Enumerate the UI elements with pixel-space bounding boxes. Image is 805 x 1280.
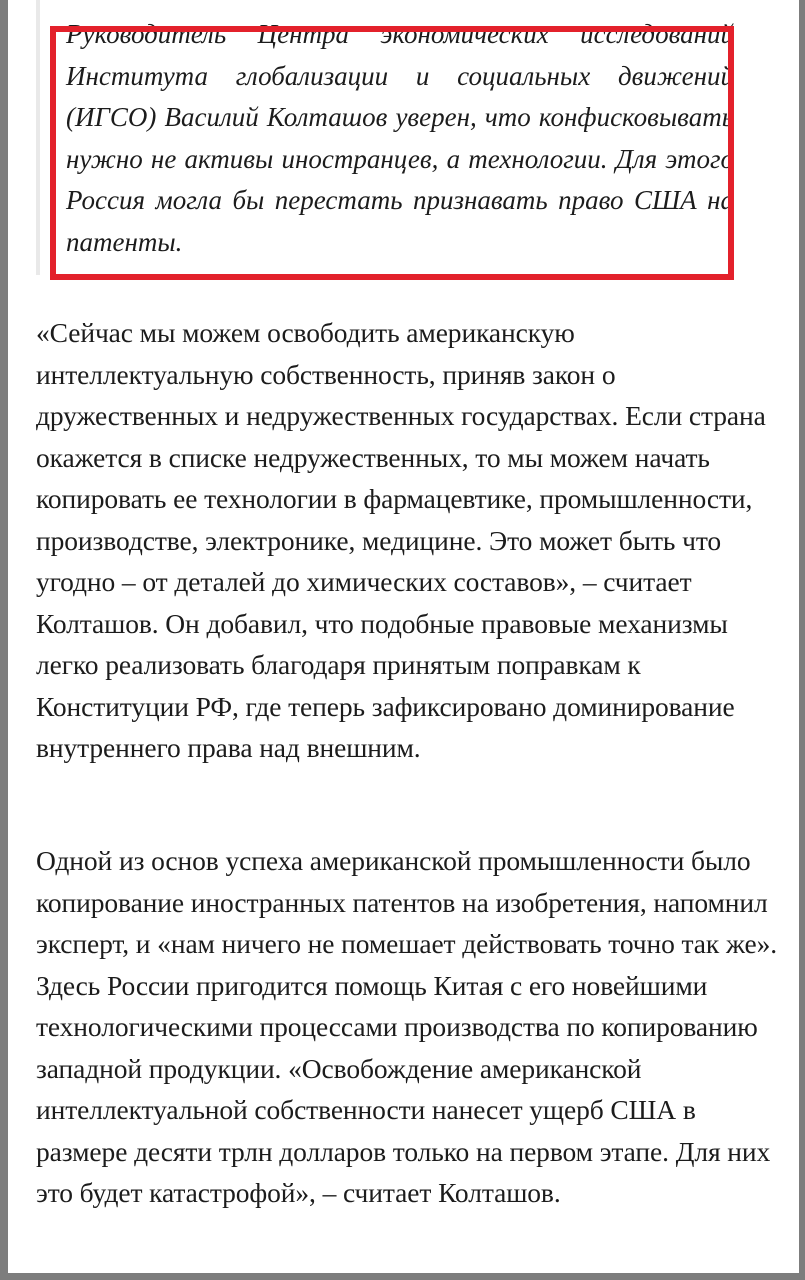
article-paragraph-2: Одной из основ успеха американской промышленности было копирование иностранных патентов на изобретения, напомнил эксперт, и «нам ничего не помешает действовать точно так же». Здесь России пригодится помощь Китая с его новейшими технологическими процессами производства по копированию западной продукции. «Освобождение американской интеллектуальной собственности нанесет ущерб США в размере десяти трлн долларов только на первом этапе. Для них это будет катастрофой», – считает Колташов. (36, 845, 778, 1208)
highlight-box (50, 26, 734, 280)
lead-quote: Руководитель Центра экономических исследований Института глобализации и социальных движений (ИГСО) Василий Колташов уверен, что конфисковывать нужно не активы иностранцев, а технологии. Для этого Россия могла бы перестать признавать право США на патенты. (66, 19, 734, 257)
article-paragraph-1: «Сейчас мы можем освободить американскую интеллектуальную собственность, приняв закон о дружественных и недружественных государствах. Если страна окажется в списке недружественных, то мы можем начать копировать ее технологии в фармацевтике, промышленности, производстве, электронике, медицине. Это может быть что угодно – от деталей до химических составов», – считает Колташов. Он добавил, что подобные правовые механизмы легко реализовать благодаря принятым поправкам к Конституции РФ, где теперь зафиксировано доминирование внутреннего права над внешним. (36, 317, 766, 763)
blockquote-bar (36, 0, 40, 275)
